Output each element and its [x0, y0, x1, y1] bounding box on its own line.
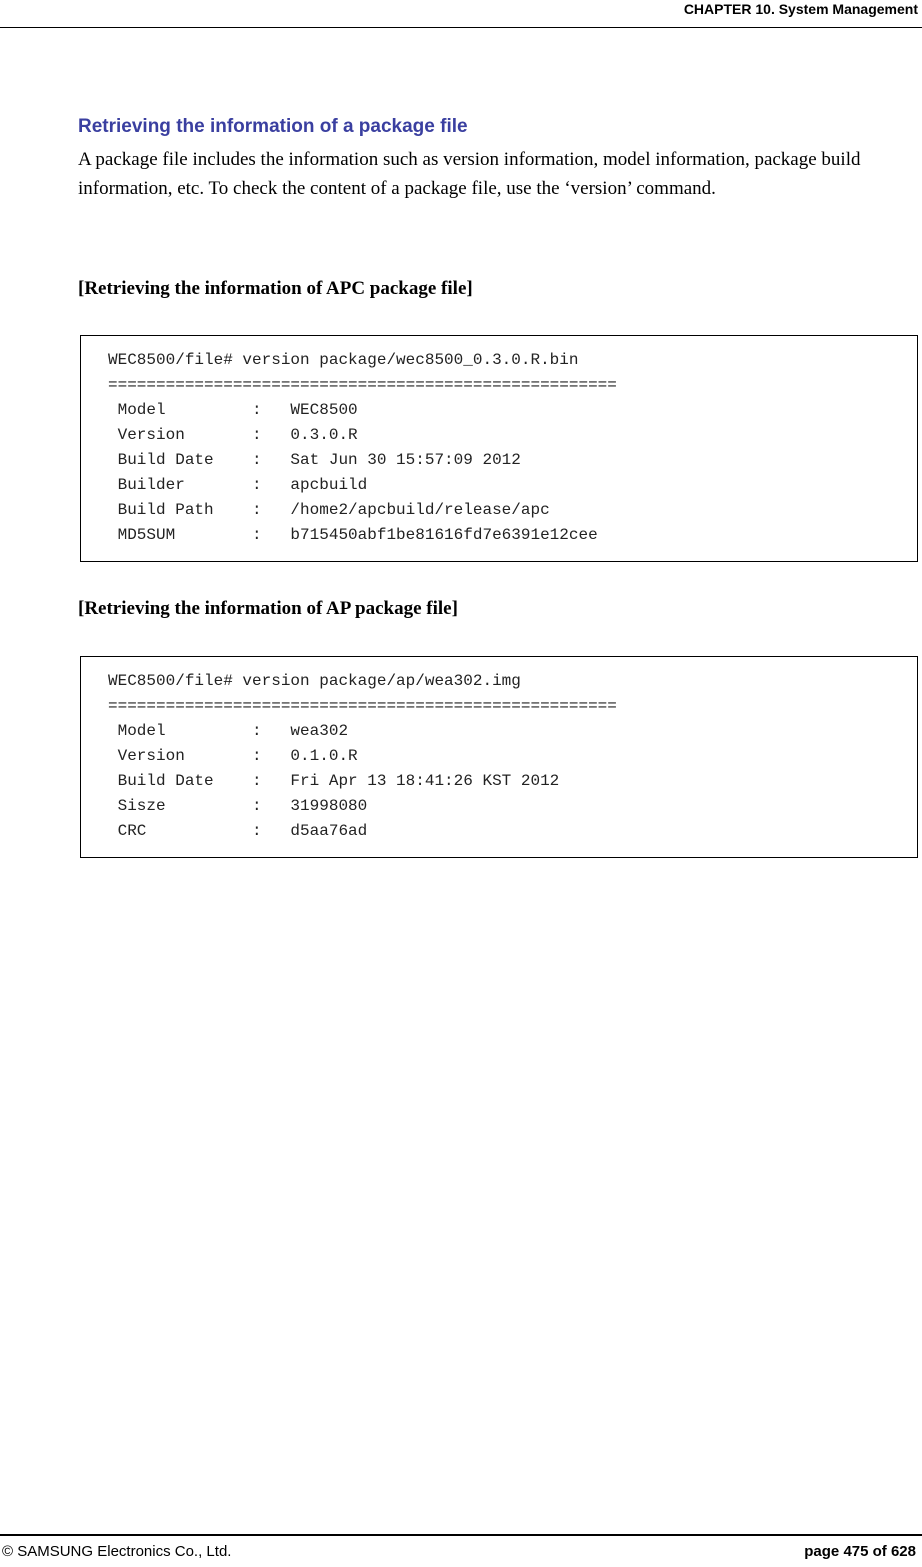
code-line: Builder : apcbuild	[108, 476, 368, 494]
chapter-title: CHAPTER 10. System Management	[683, 1, 918, 17]
apc-code-block	[80, 335, 918, 562]
section-title: Retrieving the information of a package file	[78, 116, 468, 137]
code-line: WEC8500/file# version package/ap/wea302.img	[108, 672, 521, 690]
code-line: Model : WEC8500	[108, 401, 358, 419]
code-line: Build Date : Sat Jun 30 15:57:09 2012	[108, 451, 521, 469]
apc-heading: [Retrieving the information of APC package file]	[78, 278, 473, 299]
code-line: Build Path : /home2/apcbuild/release/apc	[108, 501, 550, 519]
code-line: WEC8500/file# version package/wec8500_0.3.0.R.bin	[108, 351, 579, 369]
code-line: CRC : d5aa76ad	[108, 822, 368, 840]
code-line: Model : wea302	[108, 722, 349, 740]
code-line: Build Date : Fri Apr 13 18:41:26 KST 2012	[108, 772, 560, 790]
ap-code-block	[80, 656, 918, 858]
code-line: Version : 0.1.0.R	[108, 747, 358, 765]
code-line: Sisze : 31998080	[108, 797, 368, 815]
page-header	[0, 0, 922, 28]
ap-heading: [Retrieving the information of AP package file]	[78, 598, 458, 619]
copyright-text: © SAMSUNG Electronics Co., Ltd.	[2, 1543, 232, 1560]
code-line: Version : 0.3.0.R	[108, 426, 358, 444]
code-line: =====================================================	[108, 697, 617, 715]
page-number: page 475 of 628	[804, 1543, 916, 1560]
intro-paragraph: A package file includes the information such as version information, model information, package build information, etc. To check the content of a package file, use the ‘version’ command.	[78, 149, 861, 199]
code-line: MD5SUM : b715450abf1be81616fd7e6391e12cee	[108, 526, 598, 544]
code-line: =====================================================	[108, 376, 617, 394]
page-footer	[0, 1534, 922, 1567]
